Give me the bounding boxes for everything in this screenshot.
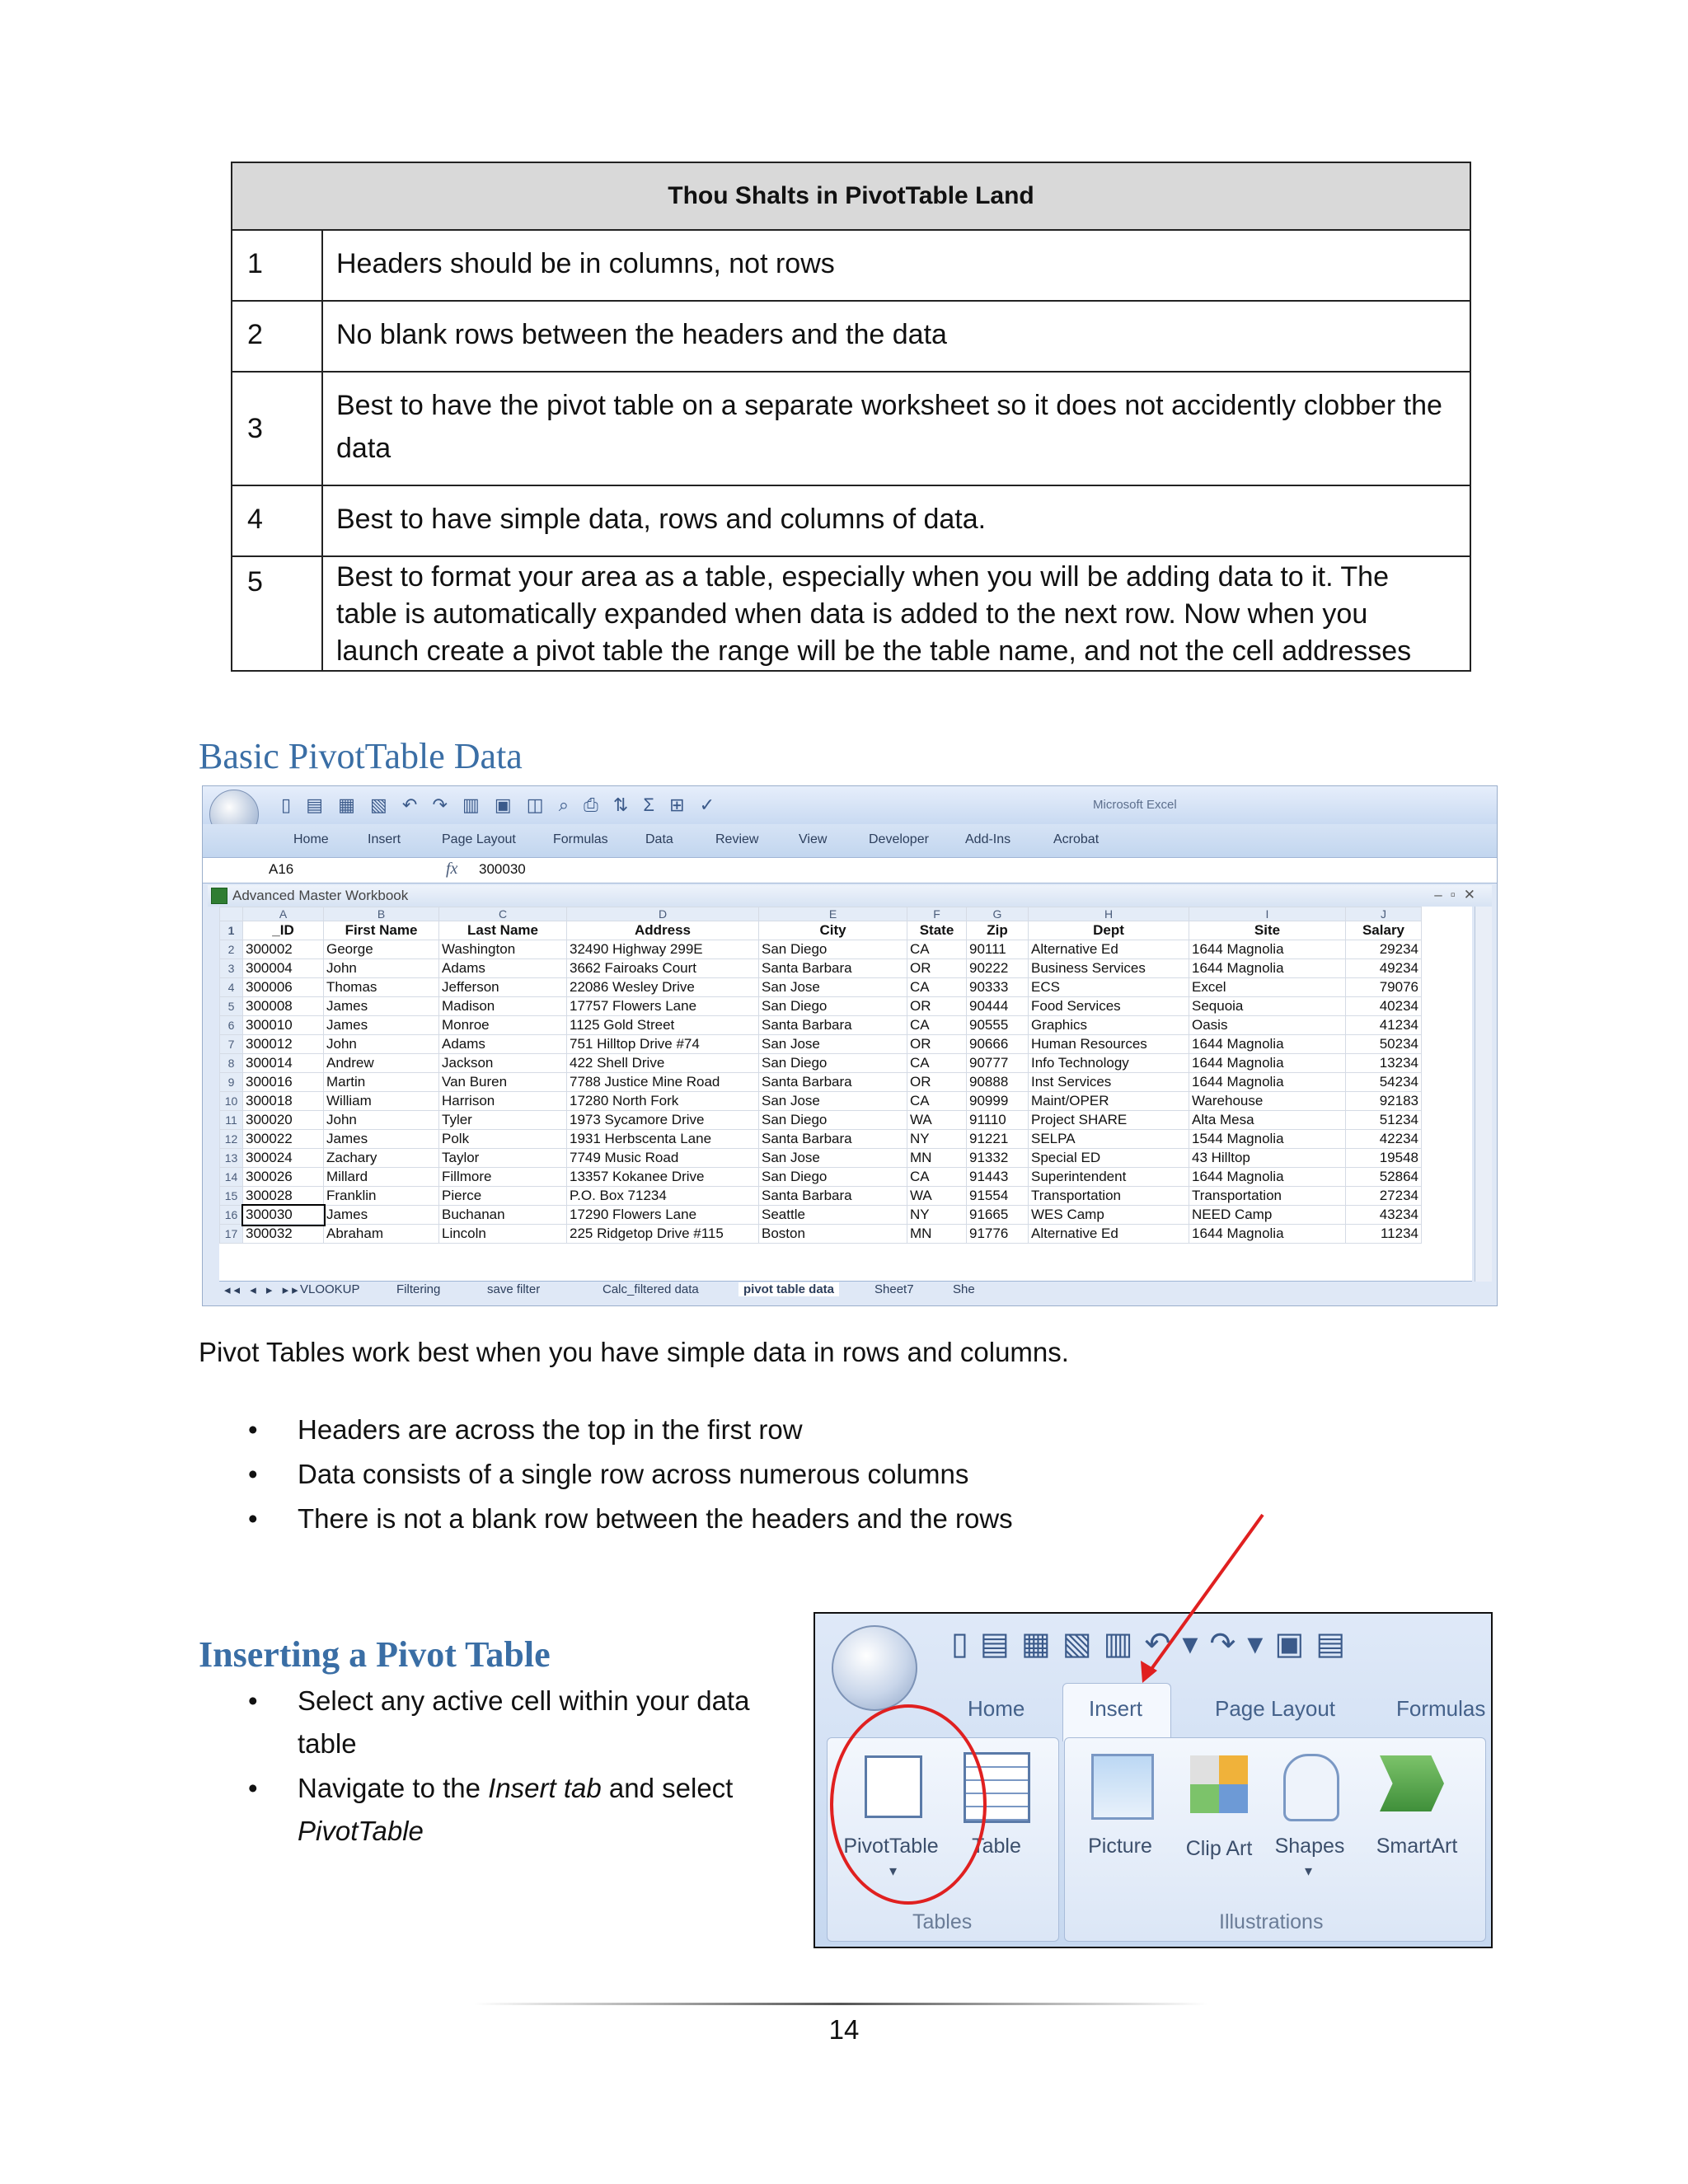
table-cell[interactable]: SELPA [1029,1130,1189,1149]
table-cell[interactable]: 91221 [967,1130,1029,1149]
table-cell[interactable]: NY [907,1206,967,1225]
table-cell[interactable]: 91110 [967,1111,1029,1130]
table-cell[interactable]: 32490 Highway 299E [567,940,759,959]
header-cell[interactable]: Salary [1346,921,1422,940]
table-cell[interactable]: 1644 Magnolia [1189,1035,1346,1054]
sheet-tab[interactable]: VLOOKUP [300,1282,360,1296]
tab-insert[interactable]: Insert [1089,1696,1143,1721]
table-cell[interactable]: 300032 [243,1225,324,1244]
table-cell[interactable]: 1125 Gold Street [567,1016,759,1035]
table-cell[interactable]: Warehouse [1189,1092,1346,1111]
table-cell[interactable]: 300016 [243,1073,324,1092]
rule-number: 4 [232,485,322,556]
table-cell[interactable]: Graphics [1029,1016,1189,1035]
table-cell[interactable]: 91332 [967,1149,1029,1168]
table-cell[interactable]: James [324,1016,439,1035]
rule-number: 2 [232,301,322,372]
table-cell[interactable]: 19548 [1346,1149,1422,1168]
table-cell[interactable]: 90666 [967,1035,1029,1054]
table-cell[interactable]: Santa Barbara [759,1016,907,1035]
column-letter[interactable]: D [567,907,759,921]
table-cell[interactable]: Polk [439,1130,567,1149]
table-cell[interactable]: OR [907,997,967,1016]
table-cell[interactable]: Alta Mesa [1189,1111,1346,1130]
list-item-text: Data consists of a single row across numerous columns [298,1459,969,1489]
toolbar-icons: ▯ ▤ ▦ ▧ ↶ ↷ ▥ ▣ ◫ ⌕ ⎙ ⇅ Σ ⊞ ✓ [281,794,720,815]
table-cell[interactable]: 300024 [243,1149,324,1168]
table-cell[interactable]: Tyler [439,1111,567,1130]
row-number[interactable]: 4 [220,978,243,997]
table-cell[interactable]: 27234 [1346,1187,1422,1206]
header-cell[interactable]: Address [567,921,759,940]
table-cell[interactable]: 1644 Magnolia [1189,1054,1346,1073]
table-cell[interactable]: 90444 [967,997,1029,1016]
table-cell[interactable]: 751 Hilltop Drive #74 [567,1035,759,1054]
bullet-icon: • [248,1503,258,1534]
sheet-nav-arrows[interactable]: ◂◂ ◂ ▸ ▸▸ [224,1283,302,1297]
row-number[interactable]: 14 [220,1168,243,1187]
table-cell[interactable]: Fillmore [439,1168,567,1187]
table-cell[interactable]: Seattle [759,1206,907,1225]
table-cell[interactable]: Transportation [1189,1187,1346,1206]
table-cell[interactable]: James [324,1130,439,1149]
tab-acrobat[interactable]: Acrobat [1053,832,1100,846]
row-number[interactable]: 17 [220,1225,243,1244]
table-cell[interactable]: Santa Barbara [759,1187,907,1206]
table-cell[interactable]: Santa Barbara [759,1130,907,1149]
table-cell[interactable]: NEED Camp [1189,1206,1346,1225]
rule-number: 5 [232,556,322,671]
table-cell[interactable]: 300012 [243,1035,324,1054]
tab-page-layout[interactable]: Page Layout [1215,1696,1336,1721]
table-cell[interactable]: 1644 Magnolia [1189,1168,1346,1187]
table-cell[interactable]: Lincoln [439,1225,567,1244]
sheet-tab[interactable]: save filter [487,1282,541,1296]
table-cell[interactable]: 90999 [967,1092,1029,1111]
list-item-emphasis: PivotTable [298,1816,424,1846]
tab-add-ins[interactable]: Add-Ins [965,832,1011,846]
header-cell[interactable]: Zip [967,921,1029,940]
pivottable-button-label[interactable]: PivotTable [843,1835,939,1858]
tab-formulas[interactable]: Formulas [553,832,608,846]
table-cell[interactable]: OR [907,959,967,978]
table-cell[interactable]: 13357 Kokanee Drive [567,1168,759,1187]
table-cell[interactable]: Millard [324,1168,439,1187]
table-cell[interactable]: 40234 [1346,997,1422,1016]
header-cell[interactable]: City [759,921,907,940]
table-cell[interactable]: 50234 [1346,1035,1422,1054]
header-cell[interactable]: _ID [243,921,324,940]
table-cell[interactable]: Monroe [439,1016,567,1035]
table-cell[interactable]: Jackson [439,1054,567,1073]
table-cell[interactable]: San Jose [759,1035,907,1054]
table-cell[interactable]: ECS [1029,978,1189,997]
table-button-label[interactable]: Table [972,1835,1021,1858]
page-number: 14 [828,2014,860,2045]
table-cell[interactable]: Madison [439,997,567,1016]
bullet-icon: • [248,1773,258,1803]
table-cell[interactable]: 300010 [243,1016,324,1035]
table-cell[interactable]: 90777 [967,1054,1029,1073]
table-cell[interactable]: 42234 [1346,1130,1422,1149]
header-cell[interactable]: First Name [324,921,439,940]
window-controls[interactable]: –▫✕ [1434,887,1484,902]
table-cell[interactable]: 225 Ridgetop Drive #115 [567,1225,759,1244]
table-cell[interactable]: 11234 [1346,1225,1422,1244]
bullet-icon: • [248,1685,258,1716]
table-cell[interactable]: 300022 [243,1130,324,1149]
table-cell[interactable]: San Diego [759,940,907,959]
row-number[interactable]: 8 [220,1054,243,1073]
table-cell[interactable]: CA [907,1092,967,1111]
list-item-emphasis: Insert tab [488,1773,602,1803]
tables-group-label: Tables [912,1910,973,1933]
sheet-tab-active[interactable]: pivot table data [738,1282,839,1296]
column-letter[interactable]: H [1029,907,1189,921]
table-cell[interactable]: Andrew [324,1054,439,1073]
column-letter[interactable]: C [439,907,567,921]
table-cell[interactable]: MN [907,1225,967,1244]
table-cell[interactable]: Excel [1189,978,1346,997]
footer-divider [474,2003,1207,2005]
table-cell[interactable]: James [324,1206,439,1225]
intro-paragraph: Pivot Tables work best when you have simple data in rows and columns. [199,1337,1069,1367]
table-cell[interactable]: 1644 Magnolia [1189,959,1346,978]
list-item-text-mid: and select [601,1773,734,1803]
tab-formulas[interactable]: Formulas [1396,1696,1486,1721]
table-cell[interactable]: Inst Services [1029,1073,1189,1092]
table-cell[interactable]: Washington [439,940,567,959]
table-cell[interactable]: 29234 [1346,940,1422,959]
table-cell[interactable]: 90888 [967,1073,1029,1092]
table-cell[interactable]: 1644 Magnolia [1189,1225,1346,1244]
table-cell[interactable]: San Diego [759,1168,907,1187]
table-cell[interactable]: 91776 [967,1225,1029,1244]
table-cell[interactable]: CA [907,1168,967,1187]
table-cell[interactable]: Superintendent [1029,1168,1189,1187]
table-cell[interactable]: Business Services [1029,959,1189,978]
list-item-text-pre: Navigate to the [298,1773,489,1803]
section-heading-inserting-pivot-table: Inserting a Pivot Table [199,1634,551,1675]
rule-text: Headers should be in columns, not rows [322,230,1470,301]
table-cell[interactable]: Info Technology [1029,1054,1189,1073]
table-cell[interactable]: 51234 [1346,1111,1422,1130]
table-cell[interactable]: 43234 [1346,1206,1422,1225]
bullet-icon: • [248,1414,258,1445]
table-cell[interactable]: Santa Barbara [759,1073,907,1092]
table-cell[interactable]: Human Resources [1029,1035,1189,1054]
table-cell[interactable]: Adams [439,1035,567,1054]
picture-button-label[interactable]: Picture [1088,1835,1152,1858]
table-cell[interactable]: 300026 [243,1168,324,1187]
column-letter[interactable]: F [907,907,967,921]
table-cell[interactable]: John [324,959,439,978]
rule-text: Best to have the pivot table on a separate worksheet so it does not accidently clobber the data [322,372,1470,485]
table-cell[interactable]: Alternative Ed [1029,940,1189,959]
table-cell[interactable]: Abraham [324,1225,439,1244]
illustrations-group-label: Illustrations [1219,1910,1324,1933]
table-cell[interactable]: 1931 Herbscenta Lane [567,1130,759,1149]
rule-text: No blank rows between the headers and the data [322,301,1470,372]
table-cell[interactable]: WA [907,1187,967,1206]
dropdown-arrow-icon[interactable]: ▾ [889,1863,898,1879]
header-cell[interactable]: Last Name [439,921,567,940]
row-number[interactable]: 11 [220,1111,243,1130]
name-box[interactable]: A16 [269,861,294,877]
table-cell[interactable]: 7749 Music Road [567,1149,759,1168]
column-letter[interactable]: G [967,907,1029,921]
table-cell[interactable]: 17290 Flowers Lane [567,1206,759,1225]
table-cell[interactable]: 90333 [967,978,1029,997]
table-cell[interactable]: John [324,1111,439,1130]
table-cell[interactable]: 300020 [243,1111,324,1130]
table-cell[interactable]: 79076 [1346,978,1422,997]
quick-access-icons: ▯▤▦▧▥↶▾↷▾▣▤ [951,1627,1357,1661]
table-cell[interactable]: Martin [324,1073,439,1092]
sheet-tab[interactable]: She [953,1282,975,1296]
table-cell[interactable]: Transportation [1029,1187,1189,1206]
row-number[interactable]: 6 [220,1016,243,1035]
header-cell[interactable]: State [907,921,967,940]
table-cell[interactable]: San Diego [759,1111,907,1130]
column-letter[interactable]: E [759,907,907,921]
tab-page-layout[interactable]: Page Layout [442,832,516,846]
table-cell[interactable]: Van Buren [439,1073,567,1092]
rules-table-title: Thou Shalts in PivotTable Land [232,162,1470,230]
table-cell[interactable]: 300004 [243,959,324,978]
table-cell[interactable]: WA [907,1111,967,1130]
header-cell[interactable]: Site [1189,921,1346,940]
clip-art-button-label[interactable]: Clip Art [1185,1837,1253,1860]
shapes-button-label[interactable]: Shapes [1274,1835,1345,1858]
row-number[interactable]: 5 [220,997,243,1016]
row-number[interactable]: 16 [220,1206,243,1225]
table-cell[interactable]: 17280 North Fork [567,1092,759,1111]
table-cell[interactable]: 300030 [243,1206,324,1225]
app-title: Microsoft Excel [1093,798,1177,812]
column-letter[interactable]: B [324,907,439,921]
table-cell[interactable]: San Jose [759,1149,907,1168]
table-cell[interactable]: OR [907,1035,967,1054]
workbook-title: Advanced Master Workbook [232,888,409,903]
table-cell[interactable]: CA [907,1054,967,1073]
table-cell[interactable]: 91665 [967,1206,1029,1225]
header-cell[interactable]: Dept [1029,921,1189,940]
table-cell[interactable]: 300014 [243,1054,324,1073]
table-cell[interactable]: 300028 [243,1187,324,1206]
row-number[interactable]: 13 [220,1149,243,1168]
table-cell[interactable]: 300002 [243,940,324,959]
table-cell[interactable]: 17757 Flowers Lane [567,997,759,1016]
table-cell[interactable]: 300008 [243,997,324,1016]
table-cell[interactable]: 52864 [1346,1168,1422,1187]
smartart-button-label[interactable]: SmartArt [1376,1835,1458,1858]
table-cell[interactable]: Harrison [439,1092,567,1111]
table-cell[interactable]: 92183 [1346,1092,1422,1111]
table-cell[interactable]: 90111 [967,940,1029,959]
table-cell[interactable]: NY [907,1130,967,1149]
sheet-tab[interactable]: Filtering [396,1282,441,1296]
tab-data[interactable]: Data [645,832,673,846]
table-cell[interactable]: San Jose [759,978,907,997]
table-cell[interactable]: 1973 Sycamore Drive [567,1111,759,1130]
row-number[interactable]: 3 [220,959,243,978]
tab-view[interactable]: View [799,832,828,846]
column-letter[interactable]: I [1189,907,1346,921]
table-cell[interactable]: 1644 Magnolia [1189,1073,1346,1092]
table-cell[interactable]: 1644 Magnolia [1189,940,1346,959]
table-cell[interactable]: CA [907,1016,967,1035]
rule-text: Best to format your area as a table, especially when you will be adding data to it. The table is automatically expanded when data is added to the next row. Now when you launch create a pivot table the range will be the table name, and not the cell addresses [322,556,1470,671]
table-cell[interactable]: Food Services [1029,997,1189,1016]
table-cell[interactable]: Franklin [324,1187,439,1206]
table-cell[interactable]: John [324,1035,439,1054]
dropdown-arrow-icon[interactable]: ▾ [1305,1863,1313,1879]
table-cell[interactable]: San Diego [759,1054,907,1073]
section-heading-basic-pivottable-data: Basic PivotTable Data [199,736,523,776]
table-cell[interactable]: MN [907,1149,967,1168]
table-cell[interactable]: 43 Hilltop [1189,1149,1346,1168]
bullet-icon: • [248,1459,258,1489]
table-cell[interactable]: Thomas [324,978,439,997]
list-item-text: Headers are across the top in the first row [298,1414,803,1445]
column-letter[interactable]: A [243,907,324,921]
table-cell[interactable]: 13234 [1346,1054,1422,1073]
rule-text: Best to have simple data, rows and columns of data. [322,485,1470,556]
table-cell[interactable]: 90222 [967,959,1029,978]
row-number[interactable]: 9 [220,1073,243,1092]
table-cell[interactable]: Boston [759,1225,907,1244]
table-cell[interactable]: San Jose [759,1092,907,1111]
row-number[interactable]: 1 [220,921,243,940]
row-number[interactable]: 10 [220,1092,243,1111]
row-number[interactable]: 7 [220,1035,243,1054]
table-cell[interactable]: Santa Barbara [759,959,907,978]
table-cell[interactable]: OR [907,1073,967,1092]
column-letter[interactable]: J [1346,907,1422,921]
formula-input[interactable]: 300030 [479,861,526,877]
tab-home[interactable]: Home [293,832,329,846]
row-number[interactable]: 2 [220,940,243,959]
table-cell[interactable]: 7788 Justice Mine Road [567,1073,759,1092]
table-cell[interactable]: Alternative Ed [1029,1225,1189,1244]
table-cell[interactable]: James [324,997,439,1016]
table-cell[interactable]: Jefferson [439,978,567,997]
sheet-tab[interactable]: Calc_filtered data [603,1282,699,1296]
tab-developer[interactable]: Developer [869,832,929,846]
table-cell[interactable]: CA [907,978,967,997]
table-cell[interactable]: 91554 [967,1187,1029,1206]
table-cell[interactable]: Buchanan [439,1206,567,1225]
sheet-tab[interactable]: Sheet7 [874,1282,914,1296]
table-cell[interactable]: Special ED [1029,1149,1189,1168]
table-cell[interactable]: San Diego [759,997,907,1016]
table-cell[interactable]: Maint/OPER [1029,1092,1189,1111]
table-cell[interactable]: 3662 Fairoaks Court [567,959,759,978]
table-cell[interactable]: 91443 [967,1168,1029,1187]
table-cell[interactable]: William [324,1092,439,1111]
table-cell[interactable]: 54234 [1346,1073,1422,1092]
row-number[interactable]: 15 [220,1187,243,1206]
tab-review[interactable]: Review [715,832,759,846]
table-cell[interactable]: WES Camp [1029,1206,1189,1225]
table-cell[interactable]: Adams [439,959,567,978]
table-cell[interactable]: 90555 [967,1016,1029,1035]
table-cell[interactable]: Sequoia [1189,997,1346,1016]
tab-insert[interactable]: Insert [368,832,401,846]
list-item-text: Select any active cell within your data table [298,1685,750,1759]
rule-number: 3 [232,372,322,485]
rule-number: 1 [232,230,322,301]
list-item-text: There is not a blank row between the headers and the rows [298,1503,1013,1534]
table-cell[interactable]: 300006 [243,978,324,997]
table-cell[interactable]: Oasis [1189,1016,1346,1035]
table-cell[interactable]: George [324,940,439,959]
table-cell[interactable]: Pierce [439,1187,567,1206]
table-cell[interactable]: P.O. Box 71234 [567,1187,759,1206]
table-cell[interactable]: 1544 Magnolia [1189,1130,1346,1149]
table-cell[interactable]: 41234 [1346,1016,1422,1035]
table-cell[interactable]: Project SHARE [1029,1111,1189,1130]
table-cell[interactable]: Zachary [324,1149,439,1168]
table-cell[interactable]: 22086 Wesley Drive [567,978,759,997]
table-cell[interactable]: 49234 [1346,959,1422,978]
table-cell[interactable]: CA [907,940,967,959]
row-number[interactable]: 12 [220,1130,243,1149]
table-cell[interactable]: 300018 [243,1092,324,1111]
tab-home[interactable]: Home [968,1696,1025,1721]
table-cell[interactable]: 422 Shell Drive [567,1054,759,1073]
fx-icon: fx [446,860,458,878]
table-cell[interactable]: Taylor [439,1149,567,1168]
